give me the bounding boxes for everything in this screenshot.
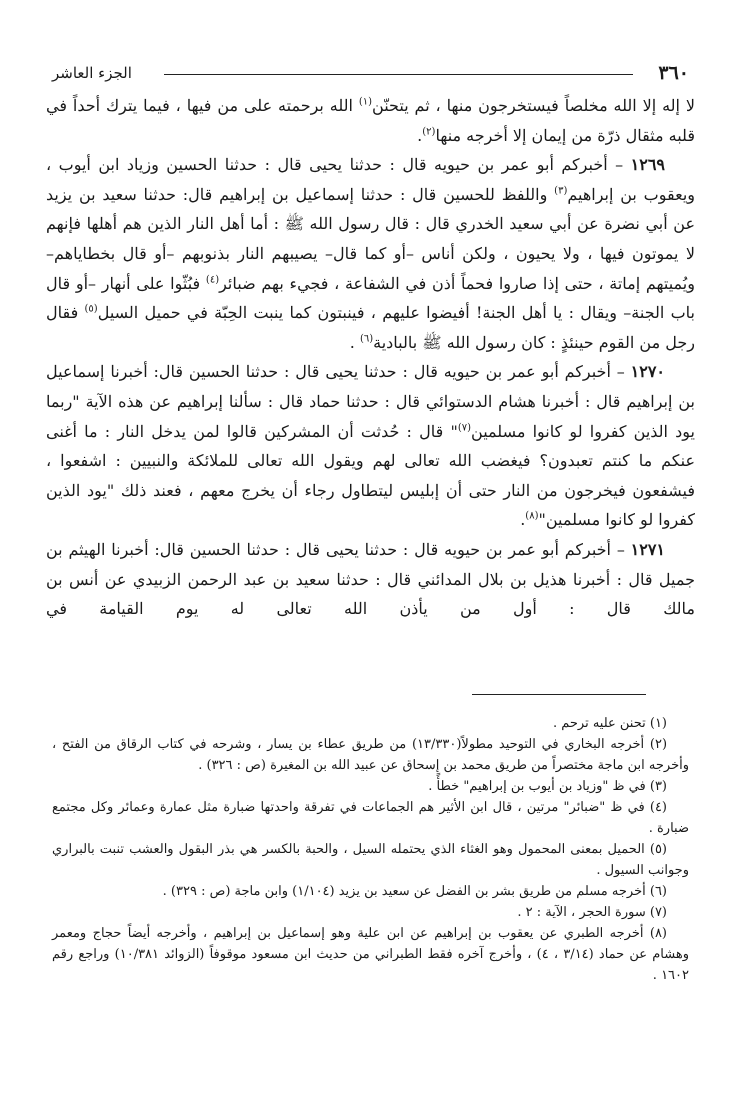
footnote-ref-3[interactable]: (٣) bbox=[554, 185, 568, 197]
hadith-1271 bbox=[46, 535, 695, 624]
text-span: فبُثّوا على أنهار –أو قال باب الجنة– ويقال : يا أهل الجنة! أفيضوا عليهم ، فينبتون كما ينبت الحِبّة في حميل السيل bbox=[46, 273, 695, 323]
text-span: . bbox=[417, 125, 423, 145]
hadith-1269 bbox=[46, 150, 695, 357]
running-title: الجزء العاشر bbox=[52, 64, 132, 82]
footnote-ref-1[interactable]: (١) bbox=[358, 96, 373, 108]
footnote-separator bbox=[472, 694, 646, 695]
footnote-5: (٥) الحميل بمعنى المحمول وهو الغثاء الذي يحتمله السيل ، والحبة بالكسر هي بذر البقول والعشب تنبت بالبراري وجوانب السيول . bbox=[52, 842, 689, 878]
header-rule bbox=[164, 74, 633, 75]
text-span: . bbox=[349, 332, 360, 352]
text-span: – أخبركم أبو عمر بن حيويه قال : حدثنا يحيى قال : حدثنا الحسين وزياد ابن أيوب ، ويعقوب بن إبراهيم bbox=[46, 155, 695, 204]
hadith-number: ١٢٦٩ bbox=[630, 155, 665, 175]
footnote-ref-2[interactable]: (٢) bbox=[422, 126, 436, 138]
text-span: فقال رجل من القوم حينئذٍ : كان رسول الله ﷺ بالبادية bbox=[46, 303, 695, 352]
footnote-4: (٤) في ظ "ضبائر" مرتين ، قال ابن الأثير هم الجماعات في تفرقة واحدتها ضبارة مثل عمارة وعمائر وكل مجتمع ضبارة . bbox=[52, 800, 689, 836]
footnote-7: (٧) سورة الحجر ، الآية : ٢ . bbox=[517, 905, 667, 920]
page-number: ٣٦٠ bbox=[658, 62, 689, 84]
footnote-1: (١) تحنن عليه ترحم . bbox=[552, 716, 667, 731]
paragraph-1 bbox=[46, 91, 695, 150]
hadith-number: ١٢٧٠ bbox=[630, 362, 665, 382]
footnote-2: (٢) أخرجه البخاري في التوحيد مطولاً(١٣/٣٣٠) من طريق عطاء بن يسار ، وشرحه في كتاب الرقاق من الفتح ، وأخرجه ابن ماجة مختصراً من طريق محمد بن إسحاق عن عبيد الله بن المغيرة (ص : ٣٢٦) . bbox=[52, 737, 689, 773]
footnotes bbox=[52, 713, 689, 986]
text-span: – أخبركم أبو عمر بن حيويه قال : حدثنا يحيى قال : حدثنا الحسين قال: أخبرنا إسماعيل بن إبراهيم قال : أخبرنا هشام الدستوائي قال : حدثنا حماد قال : سألنا إبراهيم عن هذه الآية "ربما يود الذين كفروا لو كانوا مسلمين bbox=[46, 362, 696, 441]
text-span: – أخبركم أبو عمر بن حيويه قال : حدثنا يحيى قال : حدثنا الحسين قال: أخبرنا الهيثم بن جميل قال : أخبرنا هذيل بن بلال المدائني قال : حدثنا سعيد بن عبد الرحمن الزبيدي عن أنس بن مالك قال : أول من يأذن الله تعالى له يوم القيامة في bbox=[46, 539, 695, 619]
hadith-1270 bbox=[46, 357, 695, 535]
text-span: لا إله إلا الله مخلصاً فيستخرجون منها ، ثم يتحنّن bbox=[372, 96, 696, 115]
footnote-8: (٨) أخرجه الطبري عن يعقوب بن إبراهيم عن ابن علية وهو إسماعيل بن إبراهيم ، وأخرجه أيضاً حجاج ومعمر وهشام عن حماد (٣/١٤ ، ٤) ، وأخرج آخره فقط الطبراني من حديث ابن مسعود موقوفاً (الزوائد ١٠/٣٨١) وراجع رقم ١٦٠٢ . bbox=[52, 926, 689, 983]
footnote-3: (٣) في ظ "وزياد بن أيوب بن إبراهيم" خطأً . bbox=[428, 779, 667, 794]
footnote-ref-6[interactable]: (٦) bbox=[359, 333, 374, 345]
text-span: الله برحمته على من فيها ، فيما يترك أحداً في قلبه مثقال ذرّة من إيمان إلا أخرجه منها bbox=[46, 96, 695, 145]
footnote-ref-7[interactable]: (٧) bbox=[457, 422, 472, 434]
footnote-6: (٦) أخرجه مسلم من طريق بشر بن الفضل عن سعيد بن يزيد (١/١٠٤) وابن ماجة (ص : ٣٢٩) . bbox=[162, 884, 667, 899]
page-header bbox=[52, 62, 689, 86]
hadith-number: ١٢٧١ bbox=[630, 539, 665, 559]
footnote-ref-5[interactable]: (٥) bbox=[84, 303, 98, 315]
footnote-ref-4[interactable]: (٤) bbox=[205, 274, 220, 286]
main-text bbox=[46, 91, 695, 624]
text-span: واللفظ للحسين قال : حدثنا إسماعيل بن إبراهيم قال: حدثنا سعيد بن يزيد عن أبي نضرة عن أبي سعيد الخدري قال : قال رسول الله ﷺ : أما أهل النار الذين هم أهلها فإنهم لا يموتون فيها ، ولا يحيون ، ولكن أناس –أو كما قال– يصيبهم النار بذنوبهم –أو قال بخطاياهم– ويُميتهم إماتة ، حتى إذا صاروا فحماً أذن في الشفاعة ، فجيء بهم ضبائر bbox=[46, 184, 695, 293]
text-span: " قال : حُدثت أن المشركين قالوا لمن يدخل النار : ما أغنى عنكم ما كنتم تعبدون؟ فيغضب الله تعالى لهم ويقول الله تعالى للملائكة والنبيين : اشفعوا ، فيشفعون فيخرجون من النار حتى أن إبليس ليتطاول رجاء أن يخرج معهم ، فعند ذلك "يود الذين كفروا لو كانوا مسلمين" bbox=[46, 421, 696, 530]
footnote-ref-8[interactable]: (٨) bbox=[525, 510, 539, 522]
text-span: . bbox=[520, 510, 526, 530]
